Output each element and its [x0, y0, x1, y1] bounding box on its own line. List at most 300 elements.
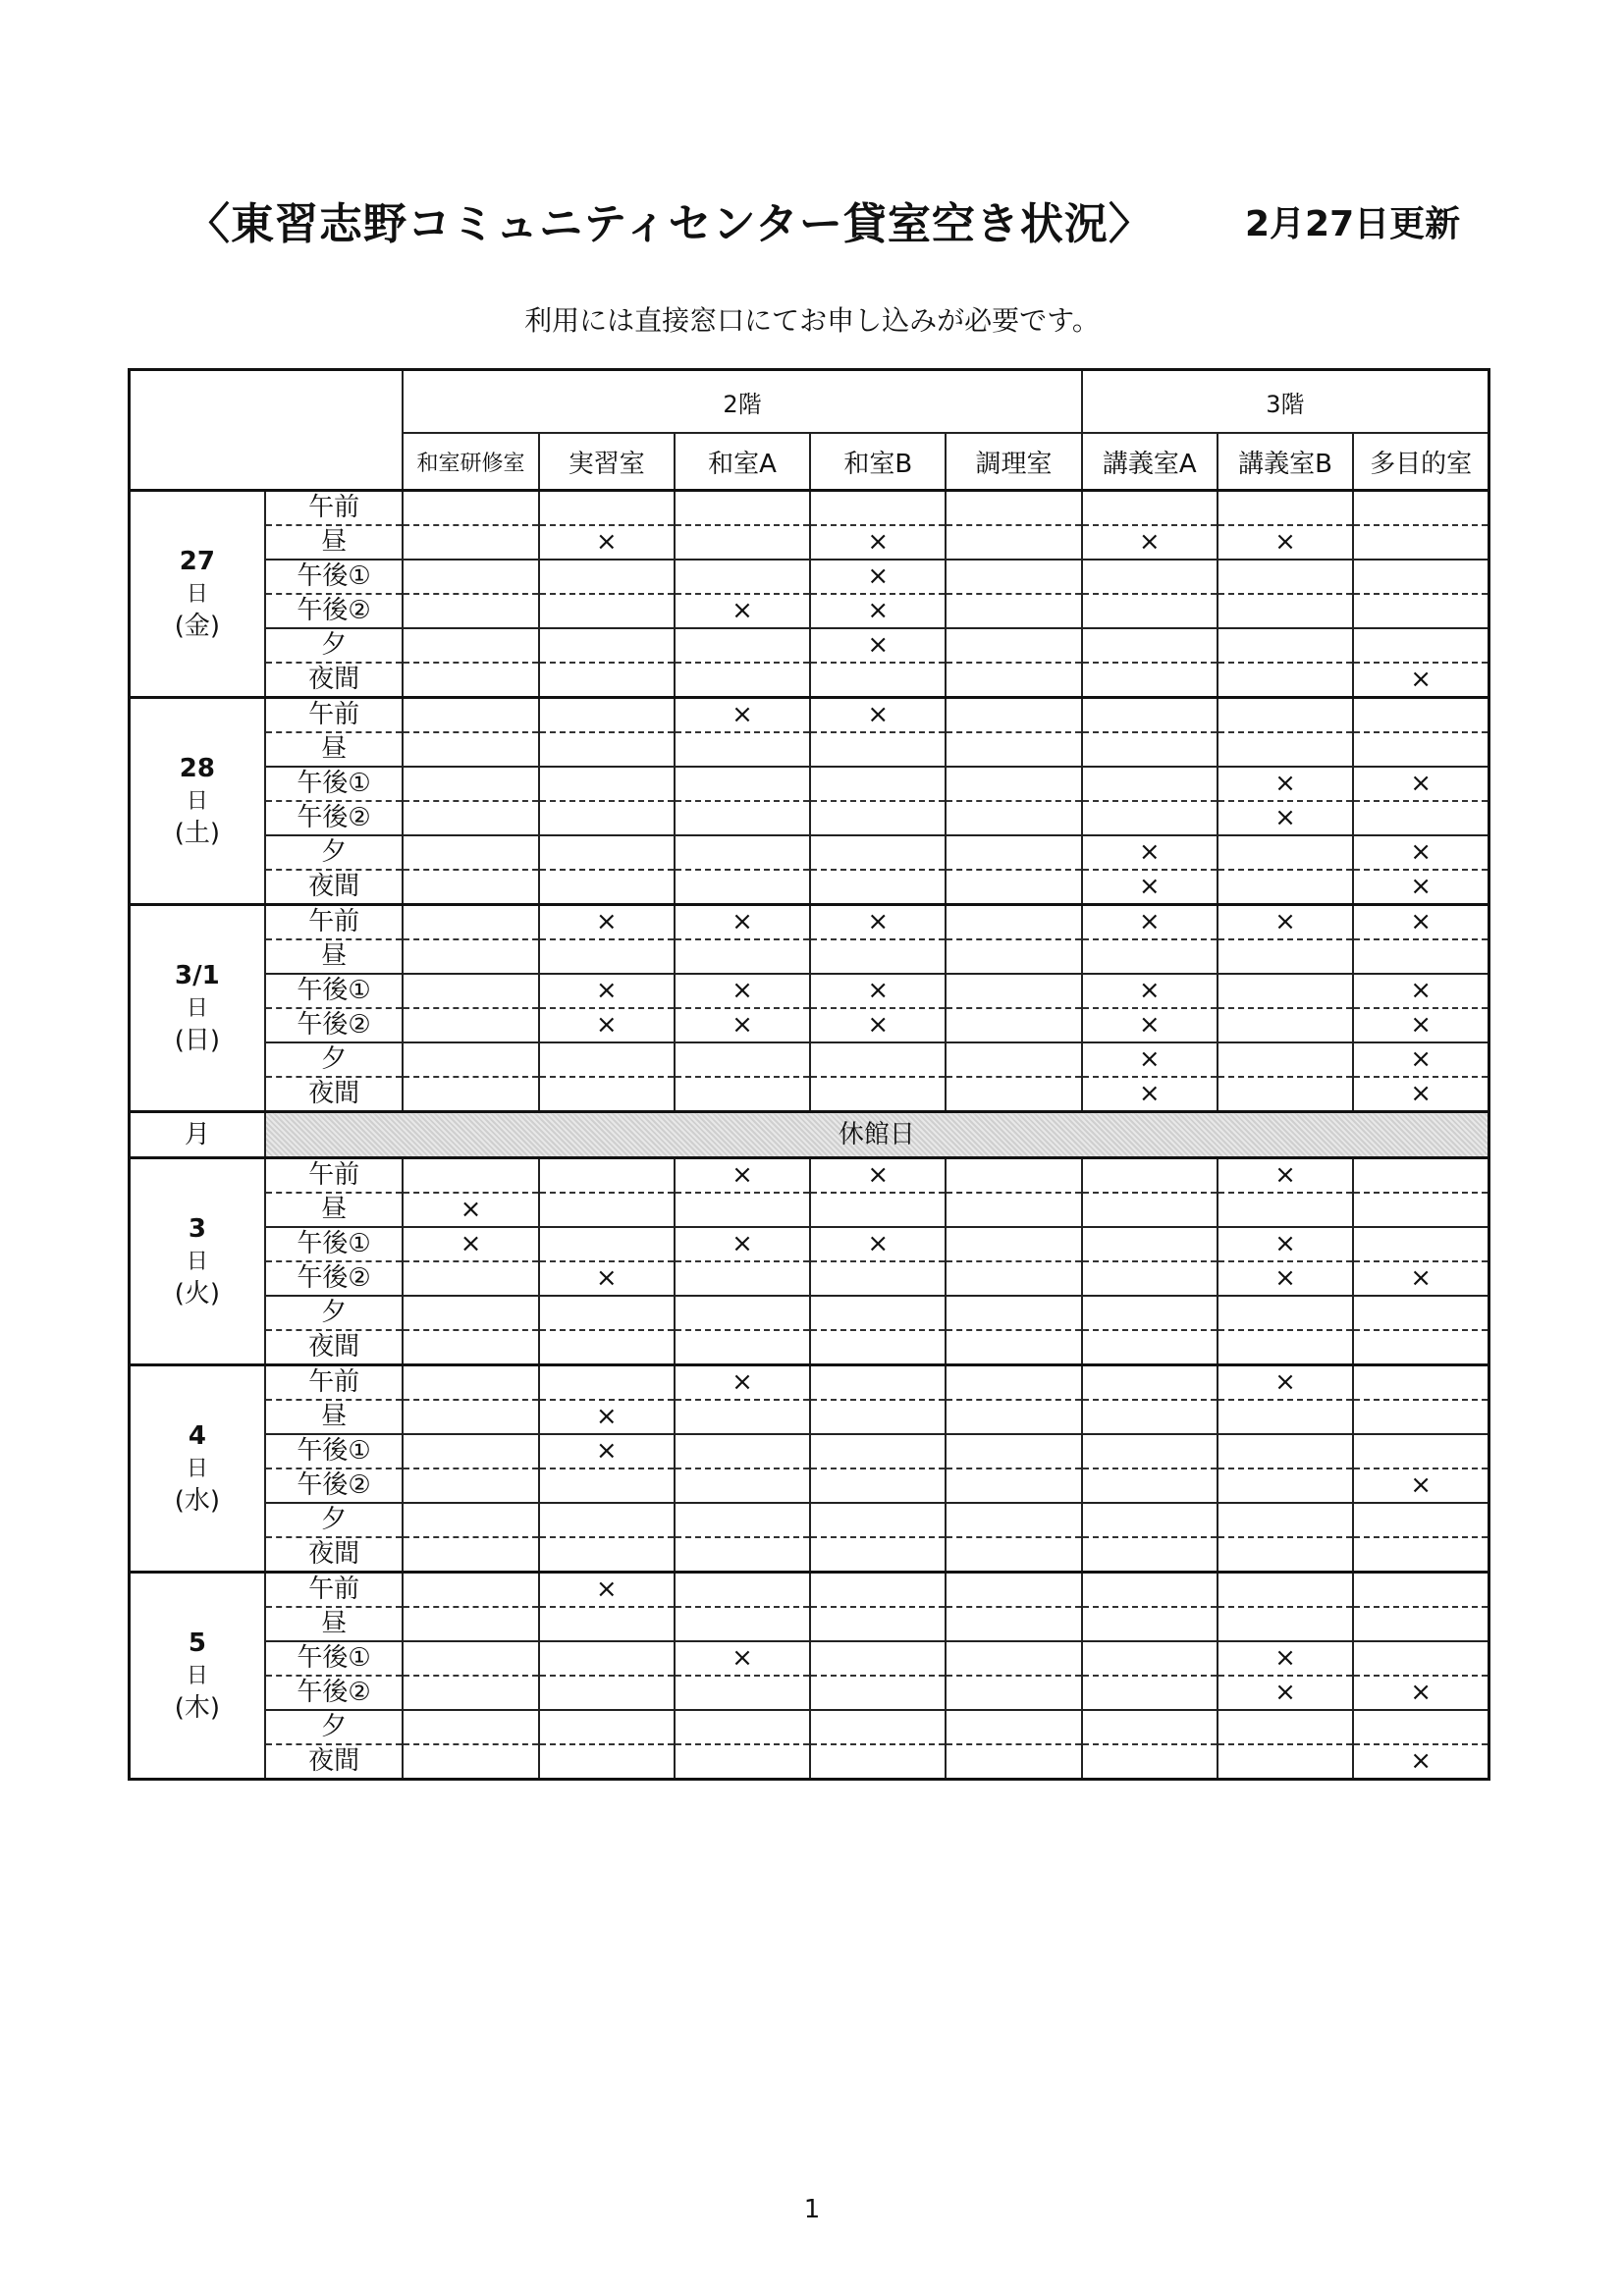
availability-cell [539, 1537, 675, 1573]
availability-cell [946, 974, 1081, 1008]
availability-cell [403, 698, 538, 733]
availability-cell [675, 732, 810, 767]
day-cell [130, 1573, 265, 1780]
availability-cell [675, 491, 810, 526]
floor-header-row [130, 370, 1489, 434]
time-slot-label: 昼 [265, 1193, 404, 1227]
booked-mark: × [1082, 525, 1218, 560]
booked-mark: × [1218, 905, 1353, 940]
slot-row [130, 1537, 1489, 1573]
availability-cell [810, 1710, 946, 1744]
day-weekday: (木) [174, 1692, 221, 1723]
availability-cell [1218, 1400, 1353, 1434]
slot-row [130, 1607, 1489, 1641]
availability-cell [403, 974, 538, 1008]
availability-cell [946, 905, 1081, 940]
availability-cell [1082, 1573, 1218, 1608]
availability-cell [1082, 1434, 1218, 1468]
time-slot-label: 夜間 [265, 1744, 404, 1780]
availability-cell [675, 525, 810, 560]
availability-cell [810, 870, 946, 905]
availability-cell [403, 1434, 538, 1468]
availability-cell [675, 1077, 810, 1112]
availability-cell [946, 698, 1081, 733]
availability-cell [539, 1193, 675, 1227]
booked-mark: × [1082, 905, 1218, 940]
booked-mark: × [1353, 870, 1489, 905]
availability-cell [675, 1537, 810, 1573]
day-unit: 日 [186, 995, 208, 1021]
availability-cell [675, 1503, 810, 1537]
booked-mark: × [1082, 870, 1218, 905]
availability-cell [1218, 1296, 1353, 1330]
booked-mark: × [1218, 1676, 1353, 1710]
day-unit: 日 [186, 1456, 208, 1481]
day-cell [130, 1158, 265, 1365]
availability-cell [539, 732, 675, 767]
availability-cell [810, 1330, 946, 1365]
booked-mark: × [810, 1227, 946, 1261]
time-slot-label: 昼 [265, 939, 404, 974]
slot-row [130, 835, 1489, 870]
booked-mark: × [1218, 1641, 1353, 1676]
booked-mark: × [1353, 905, 1489, 940]
slot-row [130, 1330, 1489, 1365]
time-slot-label: 午後② [265, 1008, 404, 1042]
time-slot-label: 午後② [265, 594, 404, 628]
booked-mark: × [1218, 525, 1353, 560]
day-weekday: (火) [174, 1278, 221, 1308]
availability-cell [1353, 1641, 1489, 1676]
availability-cell [1082, 1503, 1218, 1537]
availability-cell [946, 1330, 1081, 1365]
availability-cell [403, 525, 538, 560]
availability-cell [946, 1744, 1081, 1780]
availability-cell [946, 1261, 1081, 1296]
booked-mark: × [1353, 1261, 1489, 1296]
availability-cell [946, 1537, 1081, 1573]
availability-cell [539, 698, 675, 733]
booked-mark: × [810, 525, 946, 560]
booked-mark: × [810, 1008, 946, 1042]
availability-cell [675, 1676, 810, 1710]
availability-cell [1218, 560, 1353, 594]
booked-mark: × [539, 1400, 675, 1434]
booked-mark: × [1082, 1008, 1218, 1042]
booked-mark: × [1353, 1744, 1489, 1780]
availability-cell [539, 1330, 675, 1365]
availability-cell [675, 801, 810, 835]
time-slot-label: 夕 [265, 1503, 404, 1537]
availability-cell [675, 1400, 810, 1434]
booked-mark: × [539, 1261, 675, 1296]
day-date: 4 [188, 1420, 206, 1451]
booked-mark: × [539, 1573, 675, 1608]
day-unit: 日 [186, 581, 208, 607]
availability-cell [1353, 628, 1489, 663]
day-unit: 日 [186, 1663, 208, 1688]
availability-cell [1353, 939, 1489, 974]
availability-cell [946, 939, 1081, 974]
time-slot-label: 昼 [265, 1400, 404, 1434]
availability-cell [403, 870, 538, 905]
slot-row [130, 1400, 1489, 1434]
slot-row [130, 974, 1489, 1008]
availability-cell [675, 560, 810, 594]
availability-cell [810, 1641, 946, 1676]
availability-cell [403, 1042, 538, 1077]
availability-cell [810, 1261, 946, 1296]
availability-cell [946, 1468, 1081, 1503]
availability-cell [946, 732, 1081, 767]
slot-row [130, 594, 1489, 628]
updated-date: 2月27日更新 [1245, 204, 1461, 244]
availability-cell [946, 663, 1081, 698]
availability-cell [539, 870, 675, 905]
floor-3-header: 3階 [1082, 370, 1489, 434]
availability-cell [946, 1193, 1081, 1227]
slot-row [130, 1710, 1489, 1744]
availability-cell [403, 1468, 538, 1503]
availability-cell [539, 1365, 675, 1401]
slot-row [130, 1573, 1489, 1608]
availability-cell [403, 1365, 538, 1401]
availability-cell [539, 801, 675, 835]
floor-2-header: 2階 [403, 370, 1081, 434]
availability-cell [1353, 732, 1489, 767]
availability-cell [810, 1607, 946, 1641]
slot-row [130, 1434, 1489, 1468]
time-slot-label: 夜間 [265, 663, 404, 698]
booked-mark: × [1082, 835, 1218, 870]
availability-cell [1082, 628, 1218, 663]
availability-cell [1082, 663, 1218, 698]
page-title: 〈東習志野コミュニティセンター貸室空き状況〉 [187, 199, 1153, 249]
day-cell [130, 491, 265, 698]
availability-cell [1218, 698, 1353, 733]
availability-cell [403, 1607, 538, 1641]
time-slot-label: 午前 [265, 1158, 404, 1194]
availability-cell [675, 870, 810, 905]
availability-cell [1218, 663, 1353, 698]
availability-cell [403, 560, 538, 594]
availability-cell [403, 732, 538, 767]
booked-mark: × [1353, 1468, 1489, 1503]
availability-cell [1353, 1296, 1489, 1330]
availability-cell [1082, 1400, 1218, 1434]
availability-cell [946, 1077, 1081, 1112]
slot-row [130, 1158, 1489, 1194]
availability-cell [1218, 939, 1353, 974]
day-weekday: (日) [174, 1025, 221, 1055]
availability-cell [403, 1744, 538, 1780]
slot-row [130, 1468, 1489, 1503]
availability-cell [675, 1296, 810, 1330]
time-slot-label: 午後① [265, 1641, 404, 1676]
booked-mark: × [1353, 1077, 1489, 1112]
time-slot-label: 午後① [265, 1227, 404, 1261]
availability-cell [1353, 1227, 1489, 1261]
slot-row [130, 732, 1489, 767]
availability-cell [539, 1676, 675, 1710]
availability-cell [1082, 698, 1218, 733]
day-weekday: (水) [174, 1485, 221, 1516]
availability-cell [946, 1676, 1081, 1710]
booked-mark: × [1218, 1158, 1353, 1194]
availability-cell [946, 835, 1081, 870]
availability-cell [810, 1077, 946, 1112]
availability-cell [810, 663, 946, 698]
availability-cell [810, 1434, 946, 1468]
availability-cell [1353, 594, 1489, 628]
availability-cell [810, 1503, 946, 1537]
slot-row [130, 663, 1489, 698]
booked-mark: × [539, 1434, 675, 1468]
schedule-body [130, 491, 1489, 1780]
slot-row [130, 1261, 1489, 1296]
slot-row [130, 525, 1489, 560]
availability-cell [1353, 560, 1489, 594]
availability-cell [946, 1400, 1081, 1434]
closed-day-label: 月 [130, 1112, 265, 1158]
availability-cell [403, 491, 538, 526]
availability-cell [539, 767, 675, 801]
availability-cell [946, 1158, 1081, 1194]
availability-cell [1353, 1710, 1489, 1744]
time-slot-label: 昼 [265, 1607, 404, 1641]
availability-cell [539, 1296, 675, 1330]
availability-cell [403, 939, 538, 974]
booked-mark: × [539, 525, 675, 560]
availability-cell [1218, 870, 1353, 905]
availability-cell [946, 560, 1081, 594]
availability-cell [1082, 1227, 1218, 1261]
time-slot-label: 午後② [265, 1261, 404, 1296]
availability-cell [1082, 939, 1218, 974]
availability-cell [675, 767, 810, 801]
booked-mark: × [1218, 1261, 1353, 1296]
availability-cell [946, 1641, 1081, 1676]
availability-cell [403, 1077, 538, 1112]
slot-row [130, 1042, 1489, 1077]
booked-mark: × [675, 698, 810, 733]
availability-cell [403, 1537, 538, 1573]
availability-cell [403, 1261, 538, 1296]
availability-cell [675, 628, 810, 663]
availability-cell [1353, 801, 1489, 835]
availability-cell [946, 1008, 1081, 1042]
availability-cell [810, 732, 946, 767]
closed-day-row [130, 1112, 1489, 1158]
availability-cell [1218, 1744, 1353, 1780]
slot-row [130, 628, 1489, 663]
slot-row [130, 698, 1489, 733]
time-slot-label: 夜間 [265, 1077, 404, 1112]
availability-cell [810, 1537, 946, 1573]
day-date: 28 [179, 753, 215, 783]
booked-mark: × [1353, 1042, 1489, 1077]
slot-row [130, 1365, 1489, 1401]
booked-mark: × [1218, 1365, 1353, 1401]
room-header: 和室B [810, 433, 946, 491]
availability-cell [403, 1710, 538, 1744]
booked-mark: × [810, 594, 946, 628]
time-slot-label: 午前 [265, 905, 404, 940]
availability-cell [946, 1434, 1081, 1468]
availability-cell [1082, 594, 1218, 628]
availability-cell [946, 1227, 1081, 1261]
application-note: 利用には直接窓口にてお申し込みが必要です。 [524, 304, 1100, 337]
booked-mark: × [539, 1008, 675, 1042]
availability-cell [1353, 1158, 1489, 1194]
availability-cell [539, 1641, 675, 1676]
booked-mark: × [1218, 1227, 1353, 1261]
availability-cell [946, 594, 1081, 628]
availability-cell [539, 1468, 675, 1503]
availability-cell [1218, 1077, 1353, 1112]
day-date: 3/1 [175, 960, 220, 990]
booked-mark: × [1082, 1077, 1218, 1112]
day-date: 5 [188, 1628, 206, 1658]
availability-cell [675, 1193, 810, 1227]
availability-cell [1082, 801, 1218, 835]
slot-row [130, 1641, 1489, 1676]
room-header: 和室研修室 [403, 433, 538, 491]
availability-cell [403, 835, 538, 870]
slot-row [130, 1227, 1489, 1261]
time-slot-label: 午前 [265, 1573, 404, 1608]
availability-cell [539, 663, 675, 698]
availability-cell [810, 1296, 946, 1330]
availability-cell [539, 939, 675, 974]
time-slot-label: 夕 [265, 628, 404, 663]
booked-mark: × [675, 1158, 810, 1194]
availability-cell [1353, 1434, 1489, 1468]
slot-row [130, 1077, 1489, 1112]
booked-mark: × [810, 974, 946, 1008]
availability-cell [946, 1296, 1081, 1330]
availability-cell [403, 1158, 538, 1194]
booked-mark: × [1353, 767, 1489, 801]
booked-mark: × [675, 1227, 810, 1261]
time-slot-label: 午後① [265, 1434, 404, 1468]
availability-cell [946, 628, 1081, 663]
availability-cell [675, 1710, 810, 1744]
availability-cell [539, 1744, 675, 1780]
availability-cell [675, 835, 810, 870]
availability-cell [1218, 1503, 1353, 1537]
availability-cell [403, 767, 538, 801]
booked-mark: × [539, 974, 675, 1008]
booked-mark: × [539, 905, 675, 940]
closed-day-band: 休館日 [265, 1112, 1489, 1158]
availability-cell [1218, 1537, 1353, 1573]
time-slot-label: 夕 [265, 1296, 404, 1330]
booked-mark: × [1082, 1042, 1218, 1077]
availability-cell [539, 1710, 675, 1744]
day-unit: 日 [186, 788, 208, 814]
availability-cell [1218, 1573, 1353, 1608]
availability-cell [403, 1503, 538, 1537]
availability-cell [946, 1042, 1081, 1077]
availability-cell [810, 1042, 946, 1077]
time-slot-label: 午後① [265, 560, 404, 594]
time-slot-label: 夕 [265, 1710, 404, 1744]
availability-cell [403, 594, 538, 628]
availability-cell [810, 1400, 946, 1434]
slot-row [130, 1296, 1489, 1330]
availability-cell [810, 835, 946, 870]
availability-cell [1082, 491, 1218, 526]
availability-cell [946, 1710, 1081, 1744]
room-header: 和室A [675, 433, 810, 491]
booked-mark: × [1353, 974, 1489, 1008]
availability-cell [946, 870, 1081, 905]
day-cell [130, 905, 265, 1112]
booked-mark: × [810, 1158, 946, 1194]
booked-mark: × [1353, 663, 1489, 698]
availability-cell [1353, 491, 1489, 526]
availability-cell [1218, 491, 1353, 526]
availability-cell [1353, 525, 1489, 560]
availability-cell [1218, 1607, 1353, 1641]
slot-row [130, 767, 1489, 801]
availability-cell [946, 1503, 1081, 1537]
availability-cell [1082, 732, 1218, 767]
availability-cell [403, 801, 538, 835]
availability-cell [1082, 560, 1218, 594]
room-header: 講義室A [1082, 433, 1218, 491]
availability-cell [810, 939, 946, 974]
availability-cell [946, 1573, 1081, 1608]
booked-mark: × [810, 698, 946, 733]
time-slot-label: 夜間 [265, 870, 404, 905]
booked-mark: × [675, 1008, 810, 1042]
availability-cell [1218, 1468, 1353, 1503]
time-slot-label: 夕 [265, 1042, 404, 1077]
availability-cell [539, 628, 675, 663]
availability-cell [1082, 1537, 1218, 1573]
booked-mark: × [675, 594, 810, 628]
time-slot-label: 昼 [265, 525, 404, 560]
booked-mark: × [675, 1641, 810, 1676]
booked-mark: × [810, 905, 946, 940]
availability-cell [1082, 1158, 1218, 1194]
availability-cell [1353, 1607, 1489, 1641]
availability-cell [1218, 835, 1353, 870]
day-unit: 日 [186, 1249, 208, 1274]
availability-cell [539, 560, 675, 594]
corner-cell [130, 370, 404, 491]
availability-cell [946, 491, 1081, 526]
availability-cell [675, 1261, 810, 1296]
time-slot-label: 昼 [265, 732, 404, 767]
booked-mark: × [1082, 974, 1218, 1008]
slot-row [130, 801, 1489, 835]
availability-cell [675, 1607, 810, 1641]
slot-row [130, 560, 1489, 594]
slot-row [130, 1193, 1489, 1227]
availability-cell [1082, 1193, 1218, 1227]
day-cell [130, 1365, 265, 1573]
availability-cell [403, 1400, 538, 1434]
time-slot-label: 午前 [265, 698, 404, 733]
time-slot-label: 午後① [265, 767, 404, 801]
slot-row [130, 939, 1489, 974]
room-header: 講義室B [1218, 433, 1353, 491]
availability-cell [1082, 1607, 1218, 1641]
booked-mark: × [675, 1365, 810, 1401]
